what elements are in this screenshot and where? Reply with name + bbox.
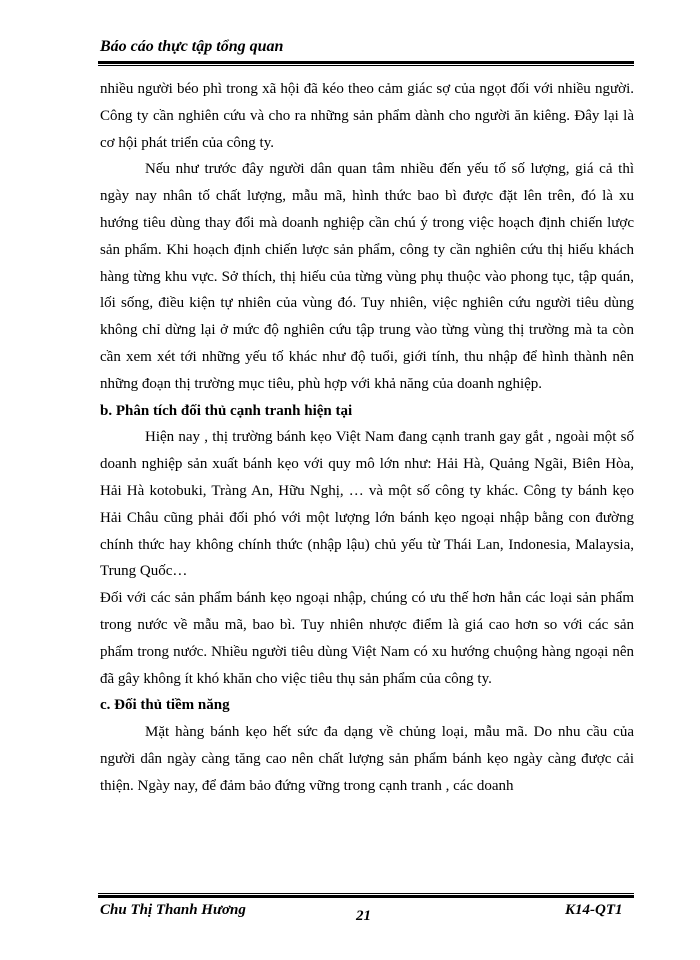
page-number: 21: [356, 908, 371, 924]
paragraph-imported-products: Đối với các sản phẩm bánh kẹo ngoại nhập, chúng có ưu thế hơn hẳn các loại sản phẩm trong nước về mẫu mã, bao bì. Tuy nhiên nhược điểm là giá cao hơn so với các sản phẩm trong nước. Nhiều người tiêu dùng Việt Nam có xu hướng chuộng hàng ngoại nên đã gây không ít khó khăn cho việc tiêu thụ sản phẩm của công ty.: [100, 590, 634, 687]
paragraph-continuation: nhiều người béo phì trong xã hội đã kéo theo cảm giác sợ của ngọt đối với nhiều người. Công ty cần nghiên cứu và cho ra những sản phẩm dành cho người ăn kiêng. Đây lại là cơ hội phát triển của công ty.: [100, 81, 634, 151]
section-heading-b: b. Phân tích đối thủ cạnh tranh hiện tại: [100, 402, 353, 419]
footer-author: Chu Thị Thanh Hương: [100, 902, 246, 918]
footer-rule-thin: [98, 893, 634, 894]
paragraph-consumer-trends: Nếu như trước đây người dân quan tâm nhiều đến yếu tố số lượng, giá cả thì ngày nay nhân tố chất lượng, mẫu mã, hình thức bao bì được đặt lên trên, đó là xu hướng tiêu dùng thay đổi mà doanh nghiệp cần chú ý trong việc hoạch định chiến lược sản phẩm. Khi hoạch định chiến lược sản phẩm, công ty cần nghiên cứu thị hiếu khách hàng từng khu vực. Sở thích, thị hiếu của từng vùng phụ thuộc vào phong tục, tập quán, lối sống, điều kiện tự nhiên của vùng đó. Tuy nhiên, việc nghiên cứu người tiêu dùng không chỉ dừng lại ở mức độ nghiên cứu tập trung vào từng vùng thị trường mà ta còn cần xem xét tới những yếu tố khác như độ tuổi, giới tính, thu nhập để hình thành nên những đoạn thị trường mục tiêu, phù hợp với khả năng của doanh nghiệp.: [100, 161, 634, 392]
footer-rule-thick: [98, 895, 634, 898]
page-header-title: Báo cáo thực tập tổng quan: [100, 38, 284, 55]
header-rule-thick: [98, 61, 634, 64]
footer-class-code: K14-QT1: [565, 902, 623, 918]
section-heading-c: c. Đối thủ tiềm năng: [100, 697, 230, 714]
header-rule-thin: [98, 65, 634, 66]
document-body: [100, 76, 634, 800]
paragraph-current-competitors: Hiện nay , thị trường bánh kẹo Việt Nam đang cạnh tranh gay gắt , ngoài một số doanh nghiệp sản xuất bánh kẹo với quy mô lớn như: Hải Hà, Quảng Ngãi, Biên Hòa, Hải Hà kotobuki, Tràng An, Hữu Nghị, … và một số công ty khác. Công ty bánh kẹo Hải Châu cũng phải đối phó với một lượng lớn bánh kẹo ngoại nhập bằng con đường chính thức hay không chính thức (nhập lậu) chủ yếu từ Thái Lan, Indonesia, Malaysia, Trung Quốc…: [100, 429, 634, 580]
paragraph-potential-competitors: Mặt hàng bánh kẹo hết sức đa dạng về chủng loại, mẫu mã. Do nhu cầu của người dân ngày càng tăng cao nên chất lượng sản phẩm bánh kẹo ngày càng được cải thiện. Ngày nay, để đảm bảo đứng vững trong cạnh tranh , các doanh: [100, 724, 634, 794]
